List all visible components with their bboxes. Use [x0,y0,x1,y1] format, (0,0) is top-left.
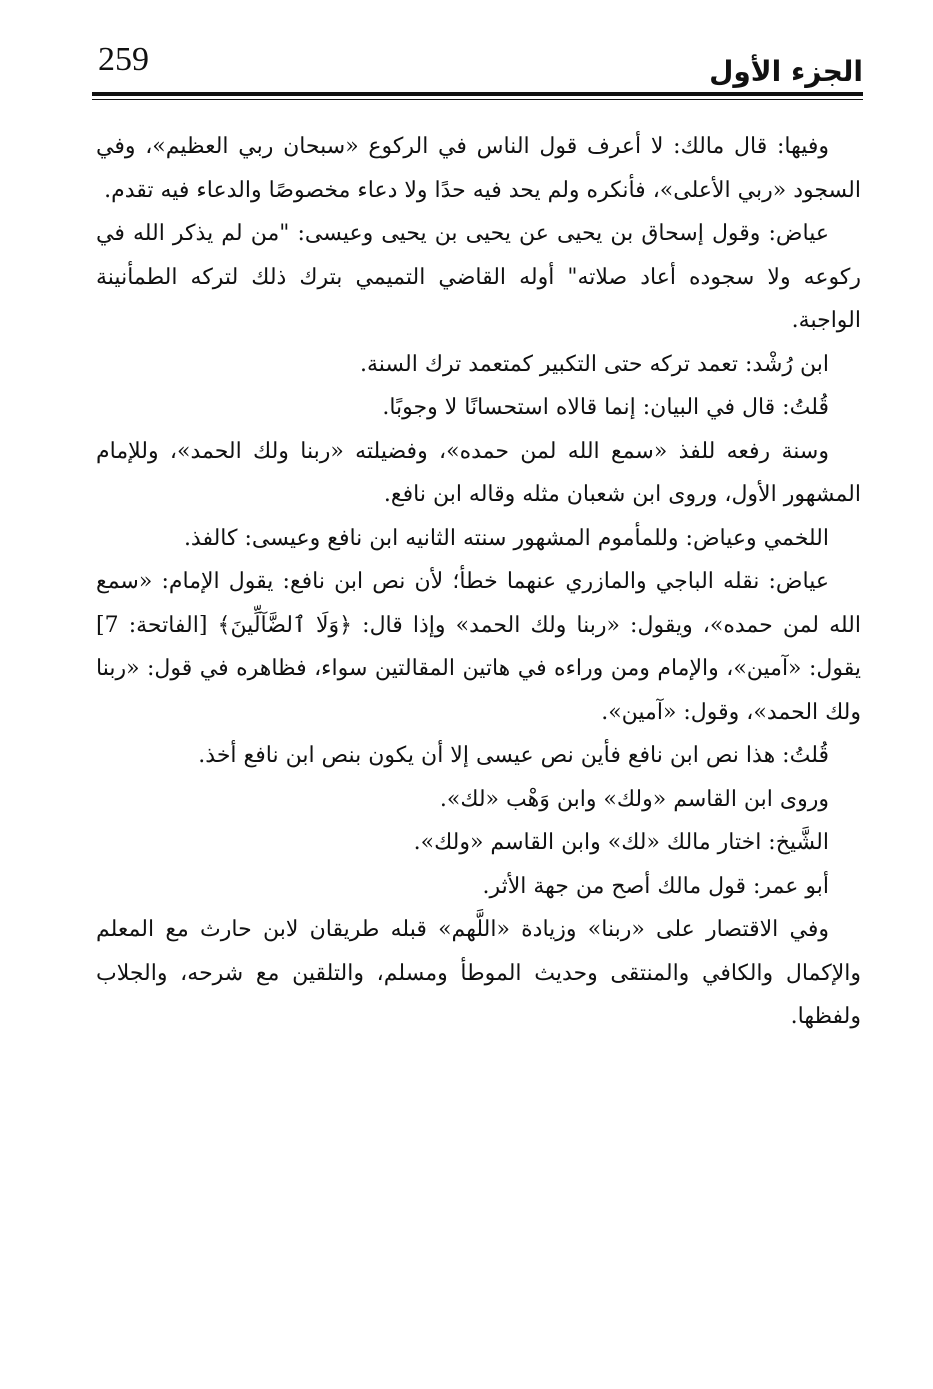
paragraph: وروى ابن القاسم «ولك» وابن وَهْب «لك». [439,786,829,812]
paragraph: الشَّيخ: اختار مالك «لك» وابن القاسم «ولك». [413,830,829,855]
paragraph: ابن رُشْد: تعمد تركه حتى التكبير كمتعمد ترك السنة. [359,351,829,377]
header-rule [92,92,863,96]
running-title: الجزء الأول [709,55,863,88]
page-number: 259 [98,41,149,78]
paragraph: وسنة رفعه للفذ «سمع الله لمن حمده»، وفضيلته «ربنا ولك الحمد»، وللإمام المشهور الأول، وروى ابن شعبان مثله وقاله ابن نافع. [96,438,861,507]
paragraph: قُلتُ: قال في البيان: إنما قالاه استحسانًا لا وجوبًا. [382,395,829,420]
paragraph: عياض: نقله الباجي والمازري عنهما خطأ؛ لأن نص ابن نافع: يقول الإمام: «سمع الله لمن حمده»، ويقول: «ربنا ولك الحمد» وإذا قال: ﴿وَلَا ٱلضَّآلِّينَ﴾ [الفاتحة: 7] يقول: «آمين»، والإمام ومن وراءه في هاتين المقالتين سواء، فظاهره في قول: «ربنا ولك الحمد»، وقول: «آمين». [96,569,861,725]
paragraph: اللخمي وعياض: وللمأموم المشهور سنته الثانيه ابن نافع وعيسى: كالفذ. [183,525,829,551]
header-rule-thin [92,99,863,100]
paragraph: عياض: وقول إسحاق بن يحيى عن يحيى بن يحيى وعيسى: "من لم يذكر الله في ركوعه ولا سجوده أعاد صلاته" أوله القاضي التميمي بترك ذلك لتركه الطمأنينة الواجبة. [96,221,861,333]
paragraph: وفي الاقتصار على «ربنا» وزيادة «اللَّهم» قبله طريقان لابن حارث مع المعلم والإكمال والكافي والمنتقى وحديث الموطأ ومسلم، والتلقين مع شرحه، والجلاب ولفظها. [96,917,861,1029]
paragraph: وفيها: قال مالك: لا أعرف قول الناس في الركوع «سبحان ربي العظيم»، وفي السجود «ربي الأعلى»، فأنكره ولم يحد فيه حدًا ولا دعاء مخصوصًا والدعاء فيه تقدم. [96,134,861,203]
paragraph: أبو عمر: قول مالك أصح من جهة الأثر. [482,873,829,899]
paragraph: قُلتُ: هذا نص ابن نافع فأين نص عيسى إلا أن يكون بنص ابن نافع أخذ. [198,743,829,768]
text-body [96,125,861,1039]
